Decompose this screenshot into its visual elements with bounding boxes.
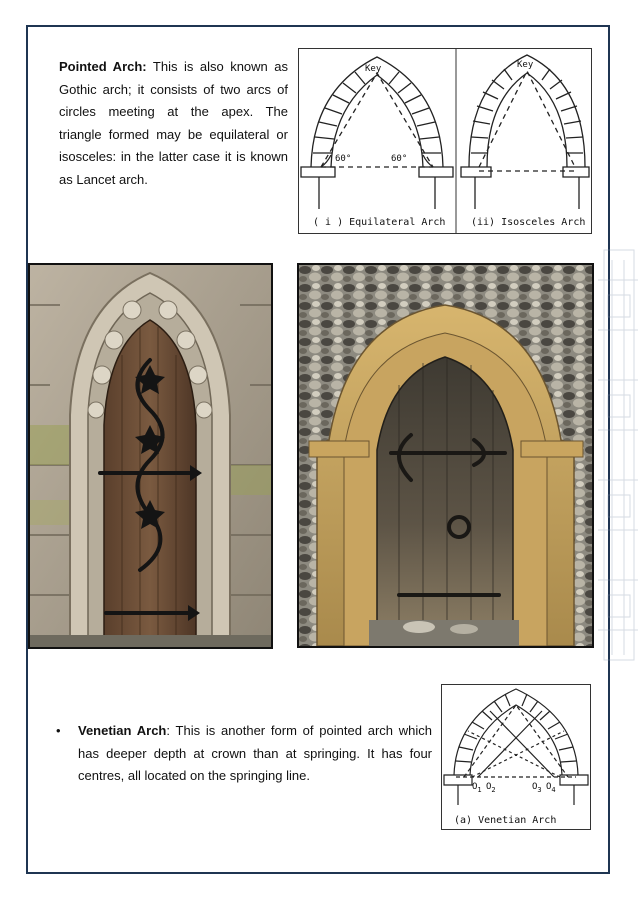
pointed-arch-paragraph <box>59 56 288 192</box>
angle-label-left: 60° <box>335 154 352 164</box>
centre-o4-sub: 4 <box>551 786 556 794</box>
venetian-arch-figure <box>441 684 591 830</box>
svg-text:O4 <box>546 782 556 794</box>
angle-label-right: 60° <box>391 154 408 164</box>
venetian-arch-text <box>78 720 432 788</box>
venetian-arch-paragraph <box>56 720 432 788</box>
venetian-arch-body: : This is another form of pointed arch which has deeper depth at crown than at springing. It has four centres, all located on the springing line. <box>78 723 433 784</box>
pointed-arch-figure <box>298 48 592 234</box>
pointed-arch-body: This is also known as Gothic arch; it consists of two arcs of circles meeting at the apex. The triangle formed may be equilateral or isosceles: in the latter case it is known as Lancet arch. <box>59 59 288 187</box>
key-label-left: Key <box>365 64 382 74</box>
svg-text:O1 <box>472 782 482 794</box>
pointed-arch-heading: Pointed Arch: <box>59 59 147 74</box>
venetian-arch-heading: Venetian Arch <box>78 723 167 738</box>
decorative-tower-drawing <box>594 240 638 670</box>
isosceles-caption: (ii) Isosceles Arch <box>471 217 586 228</box>
venetian-arch-diagram <box>442 685 590 829</box>
centre-o3: O <box>532 782 538 792</box>
carved-door-image <box>30 265 271 647</box>
equilateral-caption: ( i ) Equilateral Arch <box>313 217 446 228</box>
bullet-icon: • <box>56 723 61 738</box>
centre-o3-sub: 3 <box>537 786 542 794</box>
flint-door-image <box>299 265 592 646</box>
key-label-right: Key <box>517 60 534 70</box>
svg-text:O3 <box>532 782 542 794</box>
pointed-arch-diagram <box>299 49 591 233</box>
centre-o1: O <box>472 782 478 792</box>
centre-o1-sub: 1 <box>477 786 482 794</box>
flint-church-door-photo <box>297 263 594 648</box>
centre-o2-sub: 2 <box>491 786 496 794</box>
carved-gothic-door-photo <box>28 263 273 649</box>
centre-o2: O <box>486 782 492 792</box>
venetian-caption: (a) Venetian Arch <box>454 815 557 826</box>
centre-o4: O <box>546 782 552 792</box>
svg-text:O2 <box>486 782 496 794</box>
